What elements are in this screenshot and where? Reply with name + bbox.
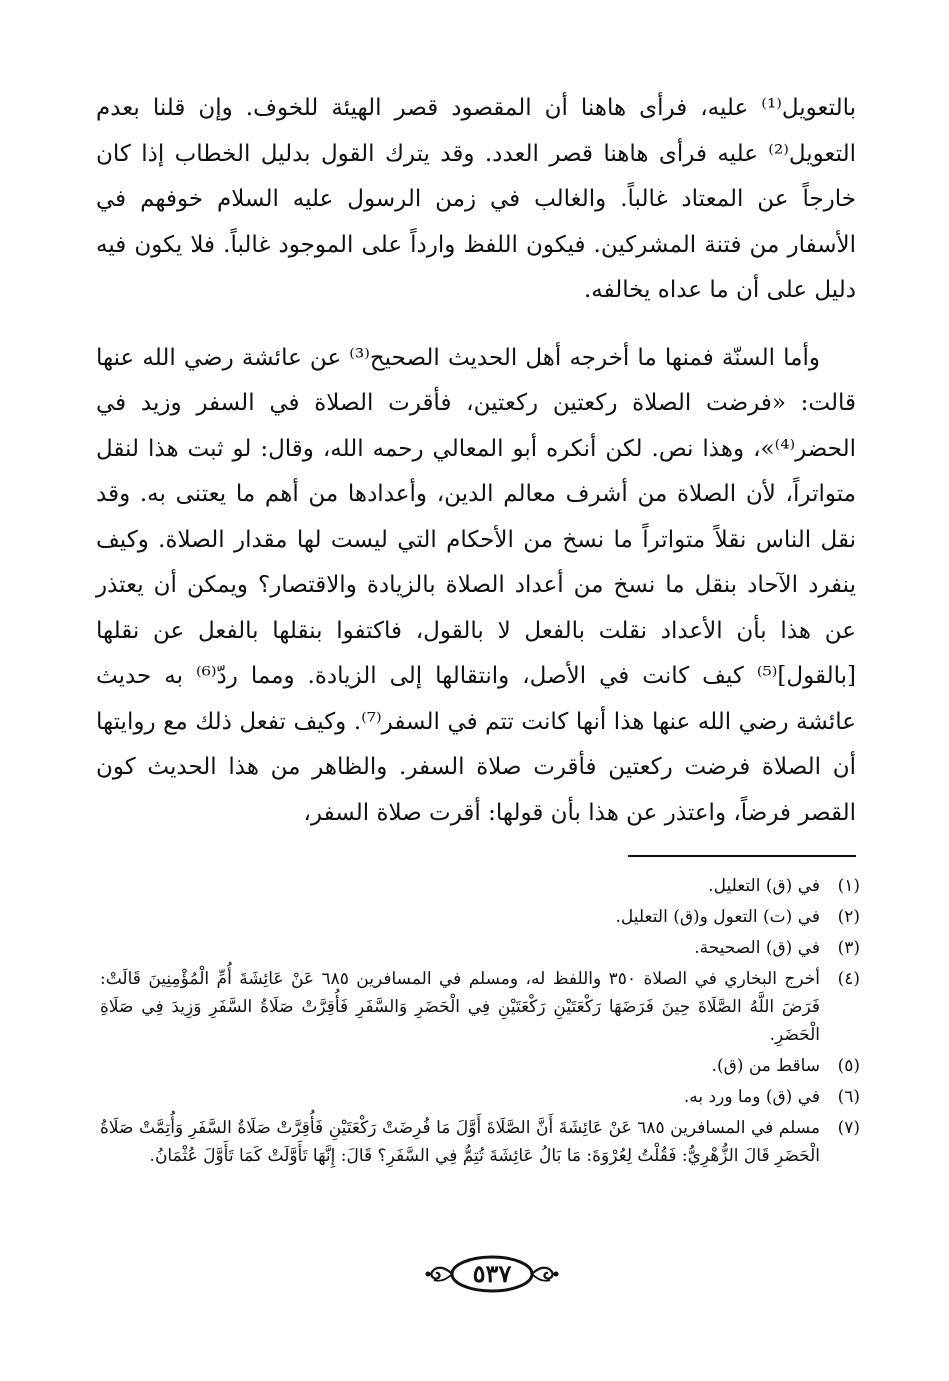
footnote: [100, 903, 860, 931]
footnote-number: (٧): [837, 1118, 860, 1138]
footnote-number: (٥): [837, 1056, 860, 1076]
footnote: [100, 934, 860, 962]
footnote: [100, 1083, 860, 1111]
paragraph-2: وأما السنّة فمنها ما أخرجه أهل الحديث الصحيح⁽³⁾ عن عائشة رضي الله عنها قالت: «فرضت الصلاة ركعتين ركعتين، فأقرت الصلاة في السفر وزيد في الحضر⁽⁴⁾»، وهذا نص. لكن أنكره أبو المعالي رحمه الله، وقال: لو ثبت هذا لنقل متواتراً، لأن الصلاة من أشرف معالم الدين، وأعدادها من أهم ما يعتنى به. وقد نقل الناس نقلاً متواتراً ما نسخ من الأحكام التي ليست لها مقدار الصلاة. وكيف ينفرد الآحاد بنقل ما نسخ من أعداد الصلاة بالزيادة والاقتصار؟ ويمكن أن يعتذر عن هذا بأن الأعداد نقلت بالفعل لا بالقول، فاكتفوا بنقلها بالفعل عن نقلها [بالقول]⁽⁵⁾ كيف كانت في الأصل، وانتقالها إلى الزيادة. ومما ردّ⁽⁶⁾ به حديث عائشة رضي الله عنها هذا أنها كانت تتم في السفر⁽⁷⁾. وكيف تفعل ذلك مع روايتها أن الصلاة فرضت ركعتين فأقرت صلاة السفر. والظاهر من هذا الحديث كون القصر فرضاً، واعتذر عن هذا بأن قولها: أقرت صلاة السفر،: [96, 344, 856, 826]
footnote-number: (٢): [837, 907, 860, 927]
footnote: [100, 1052, 860, 1080]
footnote-number: (٦): [837, 1087, 860, 1107]
footnote-text: أخرج البخاري في الصلاة ٣٥٠ واللفظ له، ومسلم في المسافرين ٦٨٥ عَنْ عَائِشَةَ أُمِّ الْمُؤْمِنِينَ قَالَتْ: فَرَضَ اللَّهُ الصَّلَاةَ حِينَ فَرَضَهَا رَكْعَتَيْنِ رَكْعَتَيْنِ فِي الْحَضَرِ وَالسَّفَرِ فَأُقِرَّتْ صَلَاةُ السَّفَرِ وَزِيدَ فِي صَلَاةِ الْحَضَرِ.: [100, 969, 820, 1045]
footnote-text: في (ق) وما ورد به.: [683, 1087, 820, 1107]
footnote-number: (١): [837, 876, 860, 896]
footnote-text: في (ت) التعول و(ق) التعليل.: [615, 907, 820, 927]
paragraph-1: بالتعويل⁽¹⁾ عليه، فرأى هاهنا أن المقصود قصر الهيئة للخوف. وإن قلنا بعدم التعويل⁽²⁾ عليه فرأى هاهنا قصر العدد. وقد يترك القول بدليل الخطاب إذا كان خارجاً عن المعتاد غالباً. والغالب في زمن الرسول عليه السلام خوفهم في الأسفار من فتنة المشركين. فيكون اللفظ وارداً على الموجود غالباً. فلا يكون فيه دليل على أن ما عداه يخالفه.: [96, 95, 856, 303]
footnote-number: (٤): [837, 969, 860, 989]
footnote: [100, 872, 860, 900]
footnote: [100, 965, 860, 1049]
footnote-text: في (ق) التعليل.: [708, 876, 820, 896]
page-number: ٥٣٧: [472, 1259, 512, 1288]
footnote-text: ساقط من (ق).: [711, 1056, 820, 1076]
footnote-text: مسلم في المسافرين ٦٨٥ عَنْ عَائِشَةَ أَنَّ الصَّلَاةَ أَوَّلَ مَا فُرِضَتْ رَكْعَتَيْنِ فَأُقِرَّتْ صَلَاةُ السَّفَرِ وَأُتِمَّتْ صَلَاةُ الْحَضَرِ قَالَ الزُّهْرِيُّ: فَقُلْتُ لِعُرْوَةَ: مَا بَالُ عَائِشَةَ تُتِمُّ فِي السَّفَرِ؟ قَالَ: إِنَّهَا تَأَوَّلَتْ كَمَا تَأَوَّلَ عُثْمَانُ.: [100, 1118, 820, 1166]
footnotes-block: [100, 872, 860, 1173]
page-number-ornament: [422, 1252, 562, 1296]
footnote: [100, 1114, 860, 1170]
footnote-separator: [628, 855, 856, 857]
footnote-number: (٣): [837, 938, 860, 958]
footnote-text: في (ق) الصحيحة.: [694, 938, 820, 958]
main-text-block: [96, 86, 856, 836]
